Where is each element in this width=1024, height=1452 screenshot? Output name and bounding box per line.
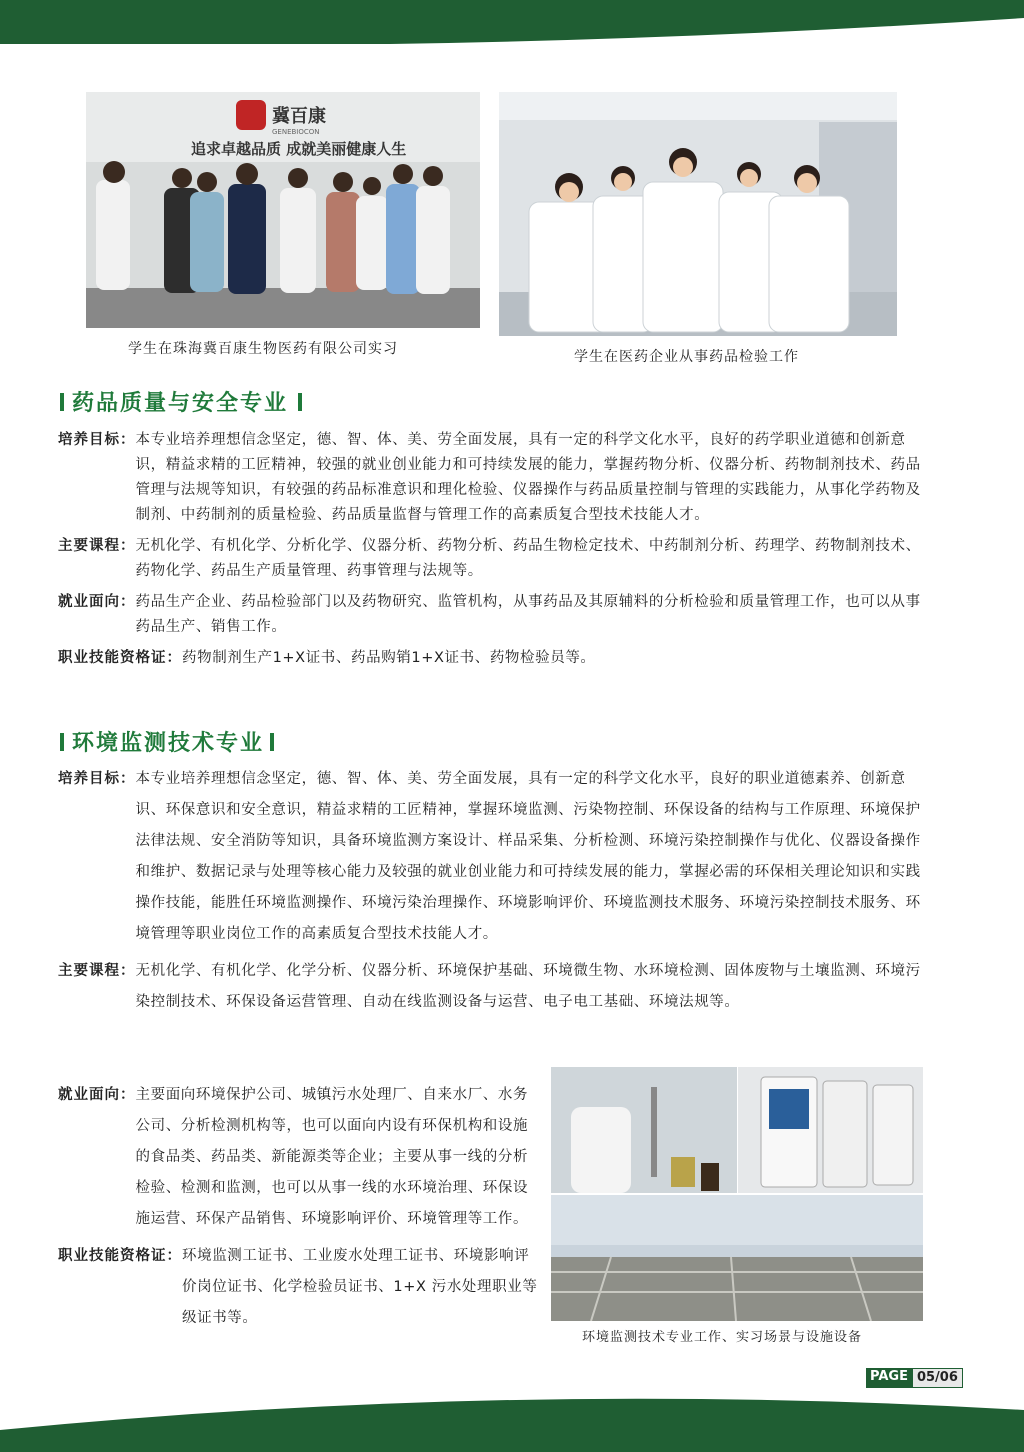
section2-title	[58, 726, 282, 757]
section2-goal-label: 培养目标：	[58, 771, 136, 787]
section2-title-text: 环境监测技术专业	[72, 731, 265, 756]
section2-courses-label: 主要课程：	[58, 963, 136, 979]
section2-courses	[58, 956, 928, 1018]
title-bar-right	[298, 393, 302, 411]
section1-goal-text: 本专业培养理想信念坚定，德、智、体、美、劳全面发展，具有一定的科学文化水平，良好的药学职业道德和创新意识，精益求精的工匠精神，较强的就业创业能力和可持续发展的能力，掌握药物分析、仪器分析、药物制剂技术、药品管理与法规等知识，有较强的药品标准意识和理化检验、仪器操作与药品质量控制与管理的实践能力，从事化学药物及制剂、中药制剂的质量检验、药品质量监督与管理工作的高素质复合型技术技能人才。	[135, 432, 921, 523]
section1-courses-label: 主要课程：	[58, 538, 136, 554]
top-green-band	[0, 0, 1024, 44]
left-photo-caption: 学生在珠海冀百康生物医药有限公司实习	[128, 341, 398, 357]
section2-body-lower	[58, 1080, 540, 1334]
environment-monitoring-photo	[551, 1067, 923, 1321]
section2-body-upper	[58, 764, 928, 1018]
section1-courses	[58, 534, 928, 584]
section2-goal-text: 本专业培养理想信念坚定，德、智、体、美、劳全面发展，具有一定的科学文化水平，良好的职业道德素养、创新意识、环保意识和安全意识，精益求精的工匠精神，掌握环境监测、污染物控制、环保设备的结构与工作原理、环境保护法律法规、安全消防等知识，具备环境监测方案设计、样品采集、分析检测、环境污染控制操作与优化、仪器设备操作和维护、数据记录与处理等核心能力及较强的就业创业能力和可持续发展的能力，掌握必需的环保相关理论知识和实践操作技能，能胜任环境监测操作、环境污染治理操作、环境影响评价、环境监测技术服务、环境污染控制技术服务、环境管理等职业岗位工作的高素质复合型技术技能人才。	[135, 771, 921, 942]
section1-goal-label: 培养目标：	[58, 432, 136, 448]
section1-employment-label: 就业面向：	[58, 594, 136, 610]
company-internship-photo	[86, 92, 480, 328]
bottom-green-band	[0, 1390, 1024, 1452]
section1-employment-text: 药品生产企业、药品检验部门以及药物研究、监管机构，从事药品及其原辅料的分析检验和质量管理工作，也可以从事药品生产、销售工作。	[135, 594, 921, 635]
section1-certificates	[58, 646, 928, 671]
section1-employment	[58, 590, 928, 640]
section2-certificates-label: 职业技能资格证：	[58, 1248, 182, 1264]
section1-certificates-text: 药物制剂生产1+X证书、药品购销1+X证书、药物检验员等。	[182, 650, 596, 666]
title-bar-right	[270, 733, 274, 751]
section2-employment-text: 主要面向环境保护公司、城镇污水处理厂、自来水厂、水务公司、分析检测机构等，也可以面向内设有环保机构和设施的食品类、药品类、新能源类等企业；主要从事一线的分析检验、检测和监测，也可以从事一线的水环境治理、环保设施运营、环保产品销售、环境影响评价、环境管理等工作。	[135, 1087, 529, 1227]
section2-certificates-text: 环境监测工证书、工业废水处理工证书、环境影响评价岗位证书、化学检验员证书、1+X 污水处理职业等级证书等。	[182, 1248, 538, 1326]
section2-certificates	[58, 1241, 540, 1334]
section1-certificates-label: 职业技能资格证：	[58, 650, 182, 666]
page-number: 05/06	[912, 1368, 963, 1388]
title-bar-left	[60, 393, 64, 411]
section2-employment-label: 就业面向：	[58, 1087, 136, 1103]
page-indicator	[866, 1368, 963, 1388]
page-label: PAGE	[866, 1368, 912, 1388]
section1-title	[58, 386, 310, 417]
section2-goal	[58, 764, 928, 950]
section1-body	[58, 428, 928, 671]
lab-testing-photo	[499, 92, 897, 336]
logo-text: 冀百康	[272, 106, 326, 127]
section1-goal	[58, 428, 928, 528]
right-photo-caption: 学生在医药企业从事药品检验工作	[574, 349, 799, 365]
section1-courses-text: 无机化学、有机化学、分析化学、仪器分析、药物分析、药品生物检定技术、中药制剂分析、药理学、药物制剂技术、药物化学、药品生产质量管理、药事管理与法规等。	[135, 538, 921, 579]
environment-photo-caption: 环境监测技术专业工作、实习场景与设施设备	[582, 1330, 863, 1345]
logo-sub: GENEBIOCON	[272, 128, 320, 136]
section2-courses-text: 无机化学、有机化学、化学分析、仪器分析、环境保护基础、环境微生物、水环境检测、固体废物与土壤监测、环境污染控制技术、环保设备运营管理、自动在线监测设备与运营、电子电工基础、环境法规等。	[135, 963, 921, 1010]
title-bar-left	[60, 733, 64, 751]
section1-title-text: 药品质量与安全专业	[72, 391, 289, 416]
section2-employment	[58, 1080, 540, 1235]
slogan: 追求卓越品质 成就美丽健康人生	[191, 140, 407, 158]
